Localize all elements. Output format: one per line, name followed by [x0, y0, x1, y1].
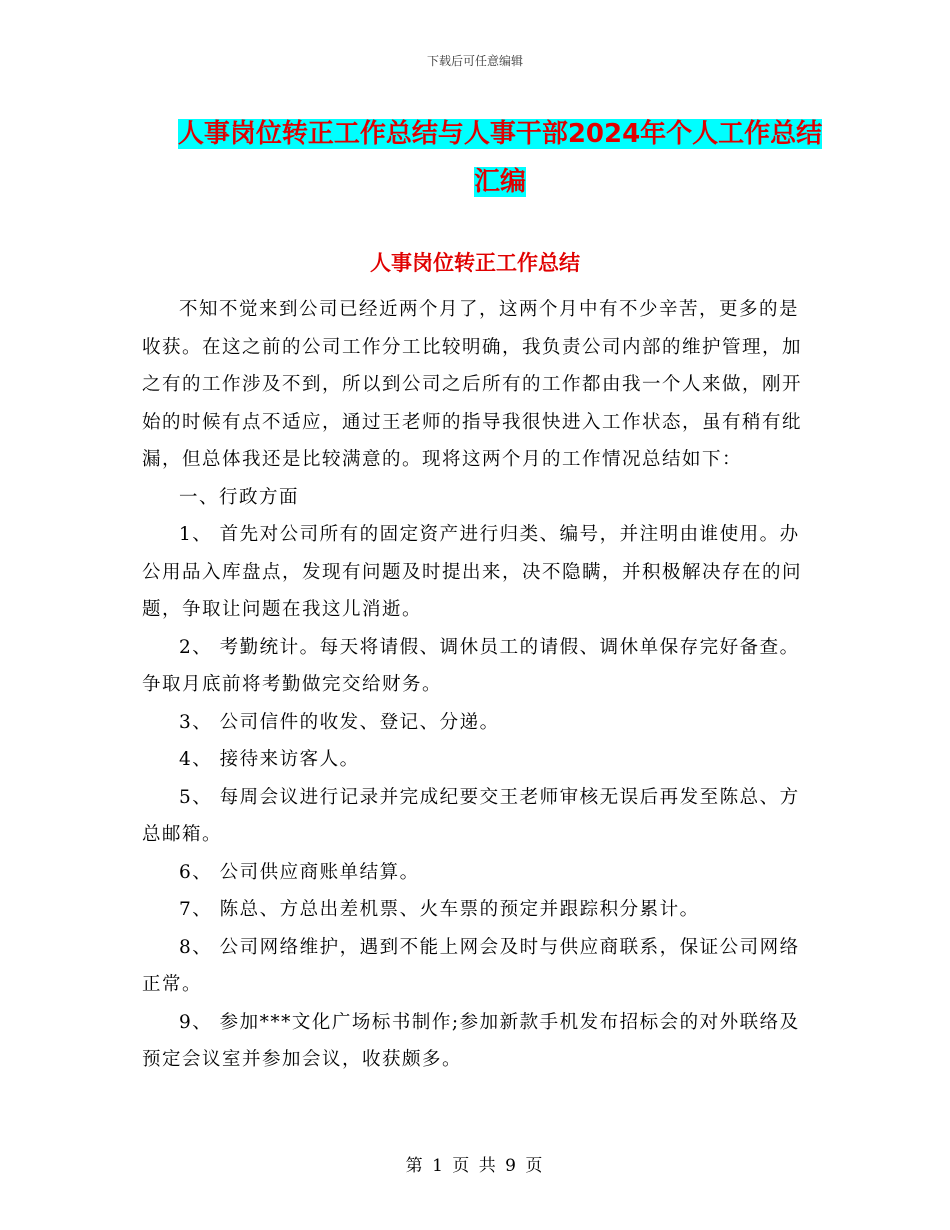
- body-paragraph: 2、 考勤统计。每天将请假、调休员工的请假、调休单保存完好备查。争取月底前将考勤做完交给财务。: [142, 636, 800, 695]
- body-paragraph: 8、 公司网络维护，遇到不能上网会及时与供应商联系，保证公司网络正常。: [142, 936, 800, 995]
- document-body: [142, 291, 810, 1079]
- body-paragraph: 9、 参加***文化广场标书制作;参加新款手机发布招标会的对外联络及预定会议室并参加会议，收获颇多。: [142, 1011, 800, 1070]
- section-title: 人事岗位转正工作总结: [370, 251, 580, 275]
- body-paragraph: 不知不觉来到公司已经近两个月了，这两个月中有不少辛苦，更多的是收获。在这之前的公司工作分工比较明确，我负责公司内部的维护管理，加之有的工作涉及不到，所以到公司之后所有的工作都由我一个人来做，刚开始的时候有点不适应，通过王老师的指导我很快进入工作状态，虽有稍有纰漏，但总体我还是比较满意的。现将这两个月的工作情况总结如下：: [142, 299, 803, 470]
- body-paragraph: 3、 公司信件的收发、登记、分递。: [179, 711, 500, 733]
- body-paragraph: 5、 每周会议进行记录并完成纪要交王老师审核无误后再发至陈总、方总邮箱。: [142, 786, 800, 845]
- body-paragraph: 一、行政方面: [179, 486, 300, 508]
- body-paragraph: 4、 接待来访客人。: [179, 749, 360, 770]
- page-header-note: 下载后可任意编辑: [426, 54, 523, 68]
- body-paragraph: 7、 陈总、方总出差机票、火车票的预定并跟踪积分累计。: [179, 899, 700, 920]
- document-title: [170, 110, 830, 206]
- body-paragraph: 1、 首先对公司所有的固定资产进行归类、编号，并注明由谁使用。办公用品入库盘点，发现有问题及时提出来，决不隐瞒，并积极解决存在的问题，争取让问题在我这儿消逝。: [142, 524, 803, 620]
- body-paragraph: 6、 公司供应商账单结算。: [179, 861, 420, 883]
- document-title-text: 人事岗位转正工作总结与人事干部2024年个人工作总结汇编: [177, 119, 823, 197]
- page-number-footer: 第 1 页 共 9 页: [405, 1156, 545, 1176]
